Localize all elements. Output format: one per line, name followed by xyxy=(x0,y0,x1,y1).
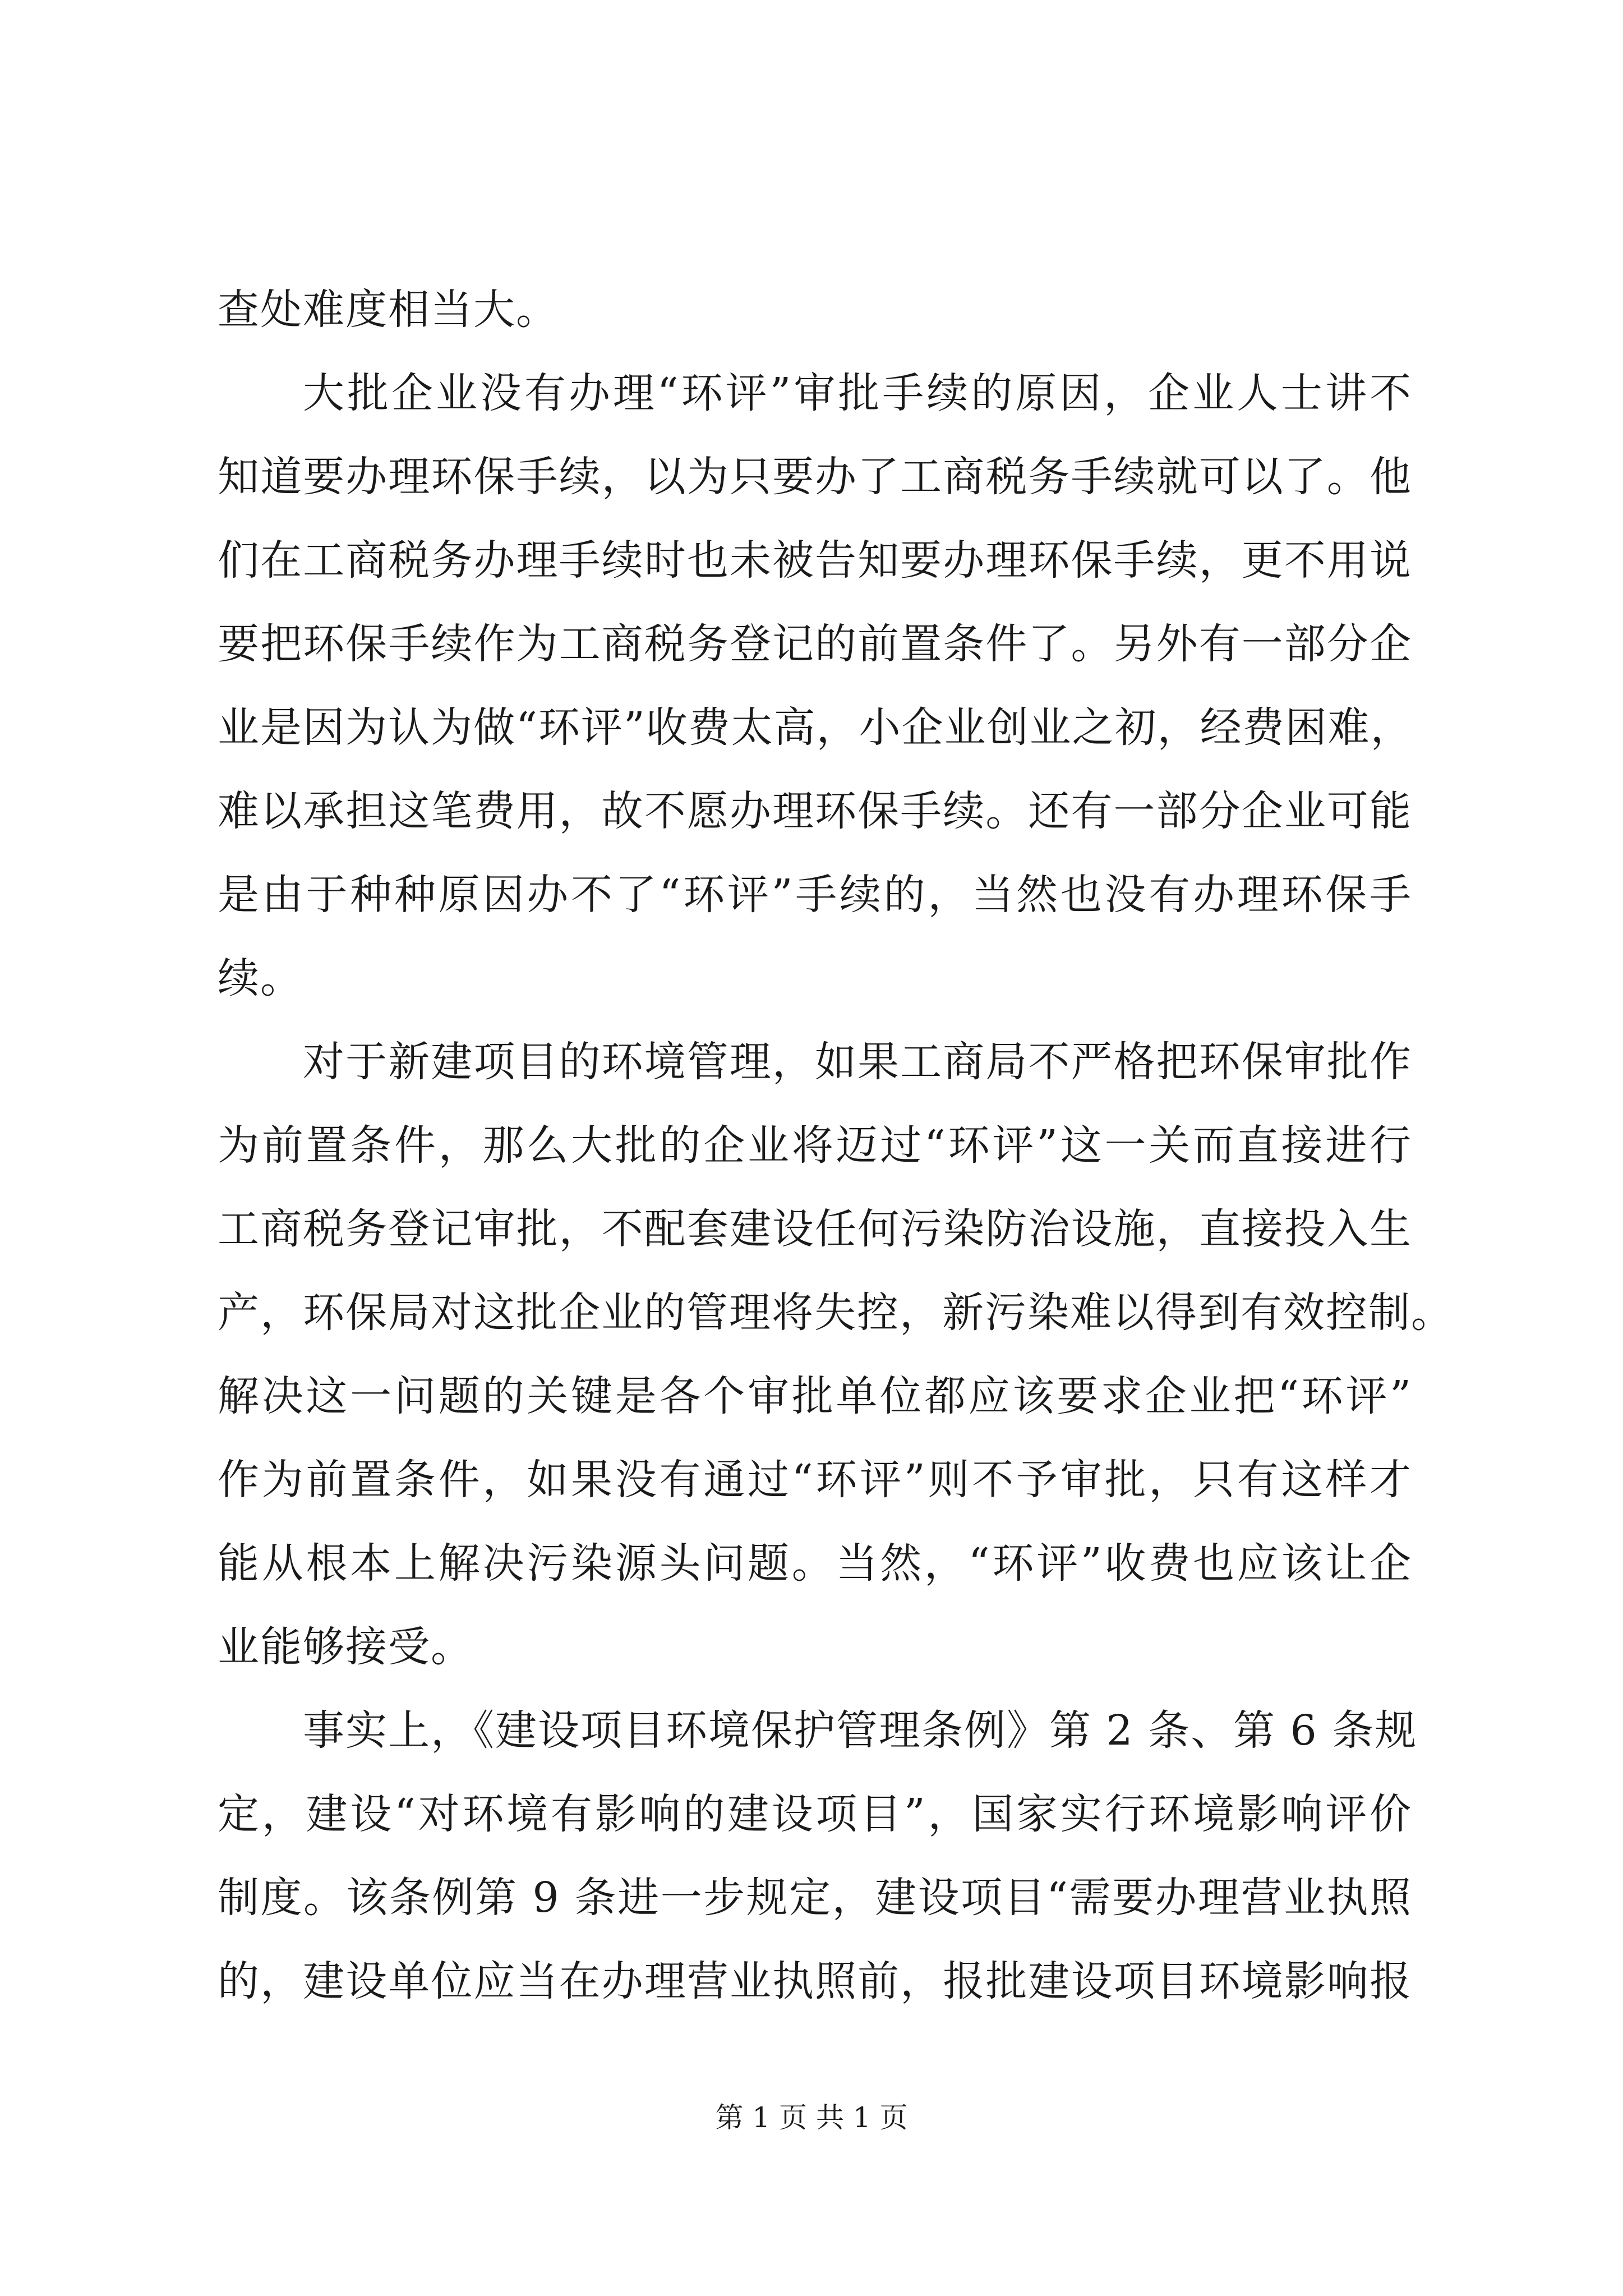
text-line: 定，建设“对环境有影响的建设项目”，国家实行环境影响评价 xyxy=(218,1790,1412,1838)
text-line: 是由于种种原因办不了“环评”手续的，当然也没有办理环保手 xyxy=(218,871,1412,919)
text-line: 的，建设单位应当在办理营业执照前，报批建设项目环境影响报 xyxy=(218,1957,1412,2005)
text-line: 事实上，《建设项目环境保护管理条例》第 2 条、第 6 条规 xyxy=(303,1706,1418,1755)
text-line: 知道要办理环保手续，以为只要办了工商税务手续就可以了。他 xyxy=(218,453,1412,501)
text-line: 业是因为认为做“环评”收费太高，小企业创业之初，经费困难， xyxy=(218,703,1413,752)
text-line: 制度。该条例第 9 条进一步规定，建设项目“需要办理营业执照 xyxy=(218,1874,1412,1922)
text-line: 大批企业没有办理“环评”审批手续的原因，企业人士讲不 xyxy=(303,369,1412,417)
text-line: 业能够接受。 xyxy=(218,1623,473,1671)
text-line: 续。 xyxy=(218,954,303,1002)
text-line: 能从根本上解决污染源头问题。当然，“环评”收费也应该让企 xyxy=(218,1539,1412,1588)
text-line: 们在工商税务办理手续时也未被告知要办理环保手续，更不用说 xyxy=(218,536,1412,585)
text-line: 作为前置条件，如果没有通过“环评”则不予审批，只有这样才 xyxy=(218,1456,1412,1504)
text-line: 要把环保手续作为工商税务登记的前置条件了。另外有一部分企 xyxy=(218,620,1412,668)
text-line: 对于新建项目的环境管理，如果工商局不严格把环保审批作 xyxy=(303,1038,1412,1086)
text-line: 为前置条件，那么大批的企业将迈过“环评”这一关而直接进行 xyxy=(218,1121,1412,1170)
text-line: 产，环保局对这批企业的管理将失控，新污染难以得到有效控制。 xyxy=(218,1289,1454,1337)
text-line: 难以承担这笔费用，故不愿办理环保手续。还有一部分企业可能 xyxy=(218,787,1412,835)
document-body xyxy=(218,268,1454,2023)
page-footer: 第 1 页 共 1 页 xyxy=(715,2101,908,2134)
text-line: 工商税务登记审批，不配套建设任何污染防治设施，直接投入生 xyxy=(218,1205,1412,1253)
text-line: 解决这一问题的关键是各个审批单位都应该要求企业把“环评” xyxy=(218,1372,1412,1420)
text-line: 查处难度相当大。 xyxy=(218,286,559,334)
